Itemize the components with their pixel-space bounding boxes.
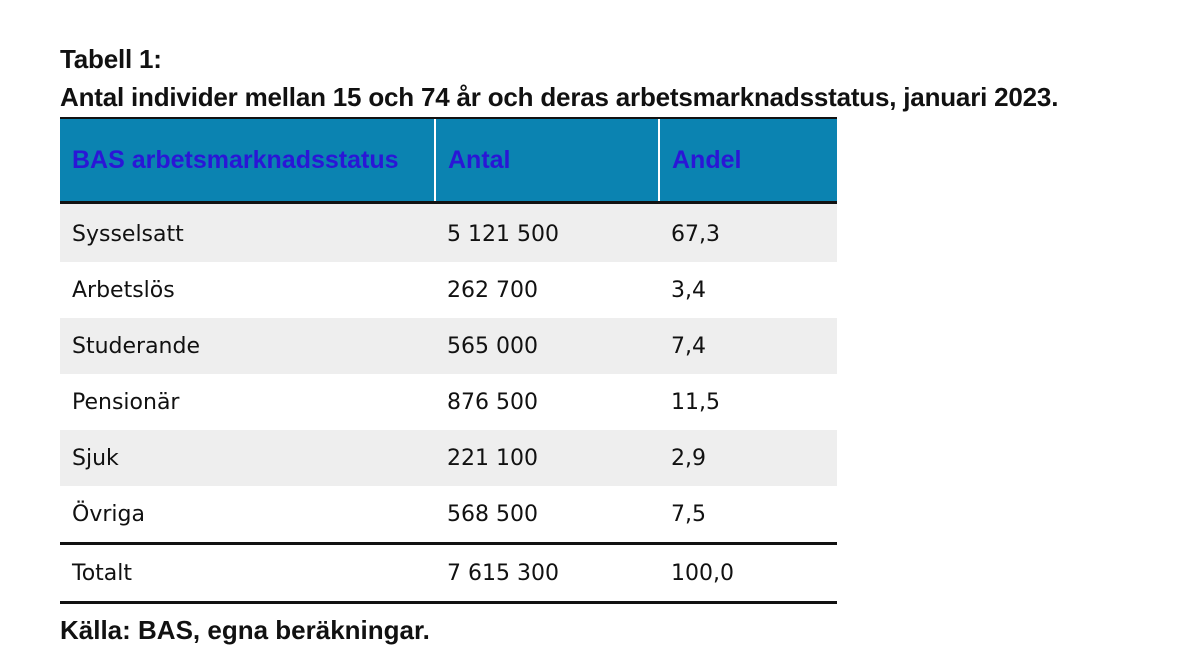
- table-row: [60, 318, 837, 374]
- andel-cell: 7,5: [671, 501, 706, 527]
- status-cell: Studerande: [60, 318, 435, 374]
- total-status-cell: Totalt: [60, 544, 435, 603]
- antal-cell: 262 700: [447, 277, 538, 303]
- table-row: [60, 374, 837, 430]
- status-cell: Arbetslös: [72, 277, 175, 303]
- antal-cell: 5 121 500: [435, 203, 659, 263]
- status-table: [60, 117, 837, 604]
- status-cell: Pensionär: [72, 389, 180, 415]
- source-note: Källa: BAS, egna beräkningar.: [60, 615, 430, 645]
- total-andel-cell: 100,0: [659, 544, 837, 603]
- table-row: [60, 262, 837, 318]
- status-cell: Sjuk: [60, 430, 435, 486]
- column-header-antal: Antal: [435, 118, 659, 203]
- table-row: [60, 203, 837, 263]
- status-cell: Övriga: [72, 501, 145, 527]
- andel-cell: 11,5: [671, 389, 720, 415]
- table-row: [60, 430, 837, 486]
- andel-cell: 7,4: [659, 318, 837, 374]
- antal-cell: 876 500: [447, 389, 538, 415]
- andel-cell: 2,9: [659, 430, 837, 486]
- antal-cell: 565 000: [435, 318, 659, 374]
- status-cell: Sysselsatt: [60, 203, 435, 263]
- table-title: Antal individer mellan 15 och 74 år och deras arbetsmarknadsstatus, januari 2023.: [60, 82, 1059, 112]
- table-row: [60, 486, 837, 544]
- table-header-row: [60, 118, 837, 203]
- andel-cell: 3,4: [671, 277, 706, 303]
- antal-cell: 568 500: [447, 501, 538, 527]
- table-caption: [60, 40, 1058, 116]
- column-header-andel: Andel: [659, 118, 837, 203]
- column-header-status: BAS arbetsmarknadsstatus: [60, 118, 435, 203]
- table-number: Tabell 1:: [60, 44, 162, 74]
- andel-cell: 67,3: [659, 203, 837, 263]
- table-total-row: [60, 544, 837, 603]
- total-antal-cell: 7 615 300: [435, 544, 659, 603]
- antal-cell: 221 100: [435, 430, 659, 486]
